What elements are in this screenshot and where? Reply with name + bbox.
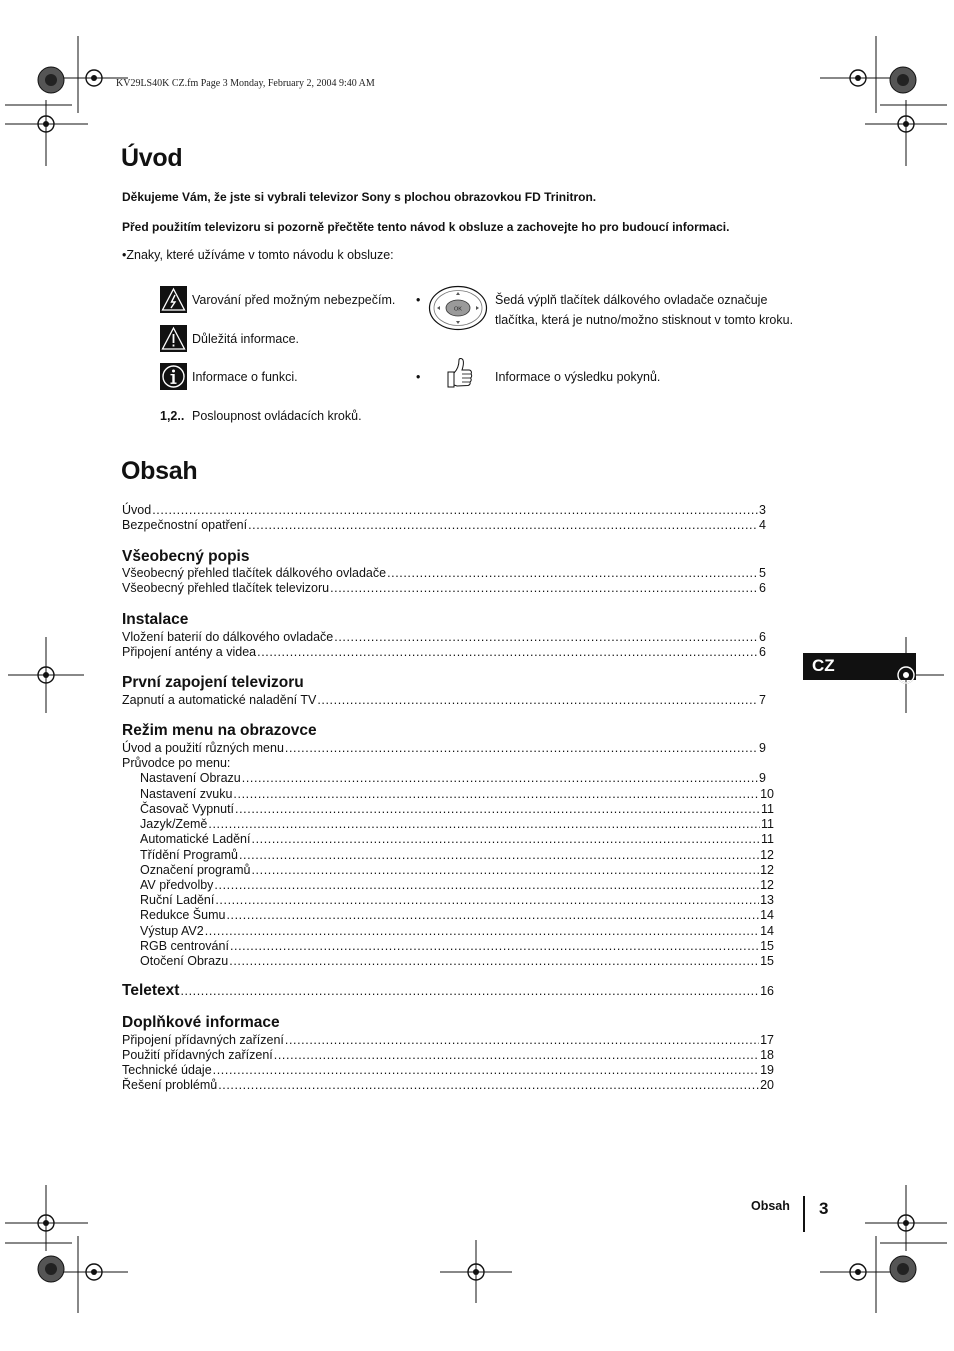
important-label: Důležitá informace. <box>192 332 299 346</box>
toc-subentry[interactable]: Redukce Šumu ..... 14 <box>140 908 774 923</box>
grey-button-line2: tlačítka, která je nutno/možno stisknout v tomto kroku. <box>495 313 794 327</box>
toc-subentry[interactable]: Nastavení zvuku ..... 10 <box>140 787 774 802</box>
toc-entry[interactable]: Připojení antény a videa ..... 6 <box>122 645 766 660</box>
toc-entry[interactable]: Vložení baterií do dálkového ovladače ..... 6 <box>122 630 766 645</box>
toc-subentry[interactable]: Výstup AV2 ..... 14 <box>140 924 774 939</box>
language-tab: CZ <box>803 653 916 680</box>
page-number: 3 <box>819 1199 829 1218</box>
toc-entry[interactable]: Všeobecný přehled tlačítek dálkového ovladače ..... 5 <box>122 566 766 581</box>
toc-entry[interactable]: Úvod ..... 3 <box>122 503 766 518</box>
menu-guide-label: Průvodce po menu: <box>122 756 231 770</box>
svg-text:OK: OK <box>454 306 462 313</box>
result-label: Informace o výsledku pokynů. <box>495 370 661 384</box>
remote-grey-button-icon <box>428 285 488 331</box>
toc-entry[interactable]: Připojení přídavných zařízení ..... 17 <box>122 1033 774 1048</box>
toc-subentry[interactable]: Jazyk/Země ..... 11 <box>140 817 774 832</box>
toc-subentry[interactable]: AV předvolby ..... 12 <box>140 878 774 893</box>
toc-entry[interactable]: Řešení problémů ..... 20 <box>122 1078 774 1093</box>
toc-entry[interactable]: Bezpečnostní opatření ..... 4 <box>122 518 766 533</box>
toc-section-heading: Doplňkové informace <box>122 1014 280 1031</box>
toc-entry[interactable]: Zapnutí a automatické naladění TV ..... 7 <box>122 693 766 708</box>
toc-section-heading: Režim menu na obrazovce <box>122 722 317 739</box>
bullet: • <box>416 293 421 307</box>
toc-subentry[interactable]: Třídění Programů ..... 12 <box>140 848 774 863</box>
important-warning-icon <box>160 325 187 352</box>
steps-number: 1,2.. <box>160 409 185 423</box>
info-label: Informace o funkci. <box>192 370 298 384</box>
grey-button-line1: Šedá výplň tlačítek dálkového ovladače označuje <box>495 293 768 307</box>
toc-subentry[interactable]: Ruční Ladění ..... 13 <box>140 893 774 908</box>
toc-section-heading: Instalace <box>122 611 189 628</box>
danger-warning-icon <box>160 286 187 313</box>
toc-section-heading: První zapojení televizoru <box>122 674 304 691</box>
danger-label: Varování před možným nebezpečím. <box>192 293 396 307</box>
toc-subentry[interactable]: Automatické Ladění ..... 11 <box>140 832 774 847</box>
intro-read-manual: Před použitím televizoru si pozorně přečtěte tento návod k obsluze a zachovejte ho pro budoucí informaci. <box>122 220 730 234</box>
toc-section-heading: Všeobecný popis <box>122 548 250 565</box>
toc-entry[interactable]: Všeobecný přehled tlačítek televizoru ..... 6 <box>122 581 766 596</box>
thumbs-up-icon <box>445 356 473 390</box>
symbols-intro: •Znaky, které užíváme v tomto návodu k obsluze: <box>122 248 394 262</box>
contents-title: Obsah <box>121 457 198 485</box>
toc-subentry[interactable]: Časovač Vypnutí ..... 11 <box>140 802 774 817</box>
info-icon <box>160 363 187 390</box>
toc-subentry[interactable]: Nastavení Obrazu ..... 9 <box>140 771 766 786</box>
toc-entry[interactable]: Technické údaje ..... 19 <box>122 1063 774 1078</box>
toc-subentry[interactable]: Otočení Obrazu ..... 15 <box>140 954 774 969</box>
steps-label: Posloupnost ovládacích kroků. <box>192 409 362 423</box>
footer-section-label: Obsah <box>751 1199 790 1213</box>
registration-target-icon <box>896 665 916 685</box>
intro-thanks: Děkujeme Vám, že jste si vybrali televizor Sony s plochou obrazovkou FD Trinitron. <box>122 190 597 204</box>
toc-subentry[interactable]: Označení programů ..... 12 <box>140 863 774 878</box>
footer-divider <box>803 1196 805 1232</box>
bullet: • <box>416 370 421 384</box>
toc-entry[interactable]: Použití přídavných zařízení ..... 18 <box>122 1048 774 1063</box>
toc-entry[interactable]: Úvod a použití různých menu ..... 9 <box>122 741 766 756</box>
toc-teletext[interactable]: Teletext ..... 16 <box>122 983 774 999</box>
file-header: KV29LS40K CZ.fm Page 3 Monday, February 2, 2004 9:40 AM <box>116 78 375 89</box>
intro-title: Úvod <box>121 144 183 172</box>
toc-subentry[interactable]: RGB centrování ..... 15 <box>140 939 774 954</box>
